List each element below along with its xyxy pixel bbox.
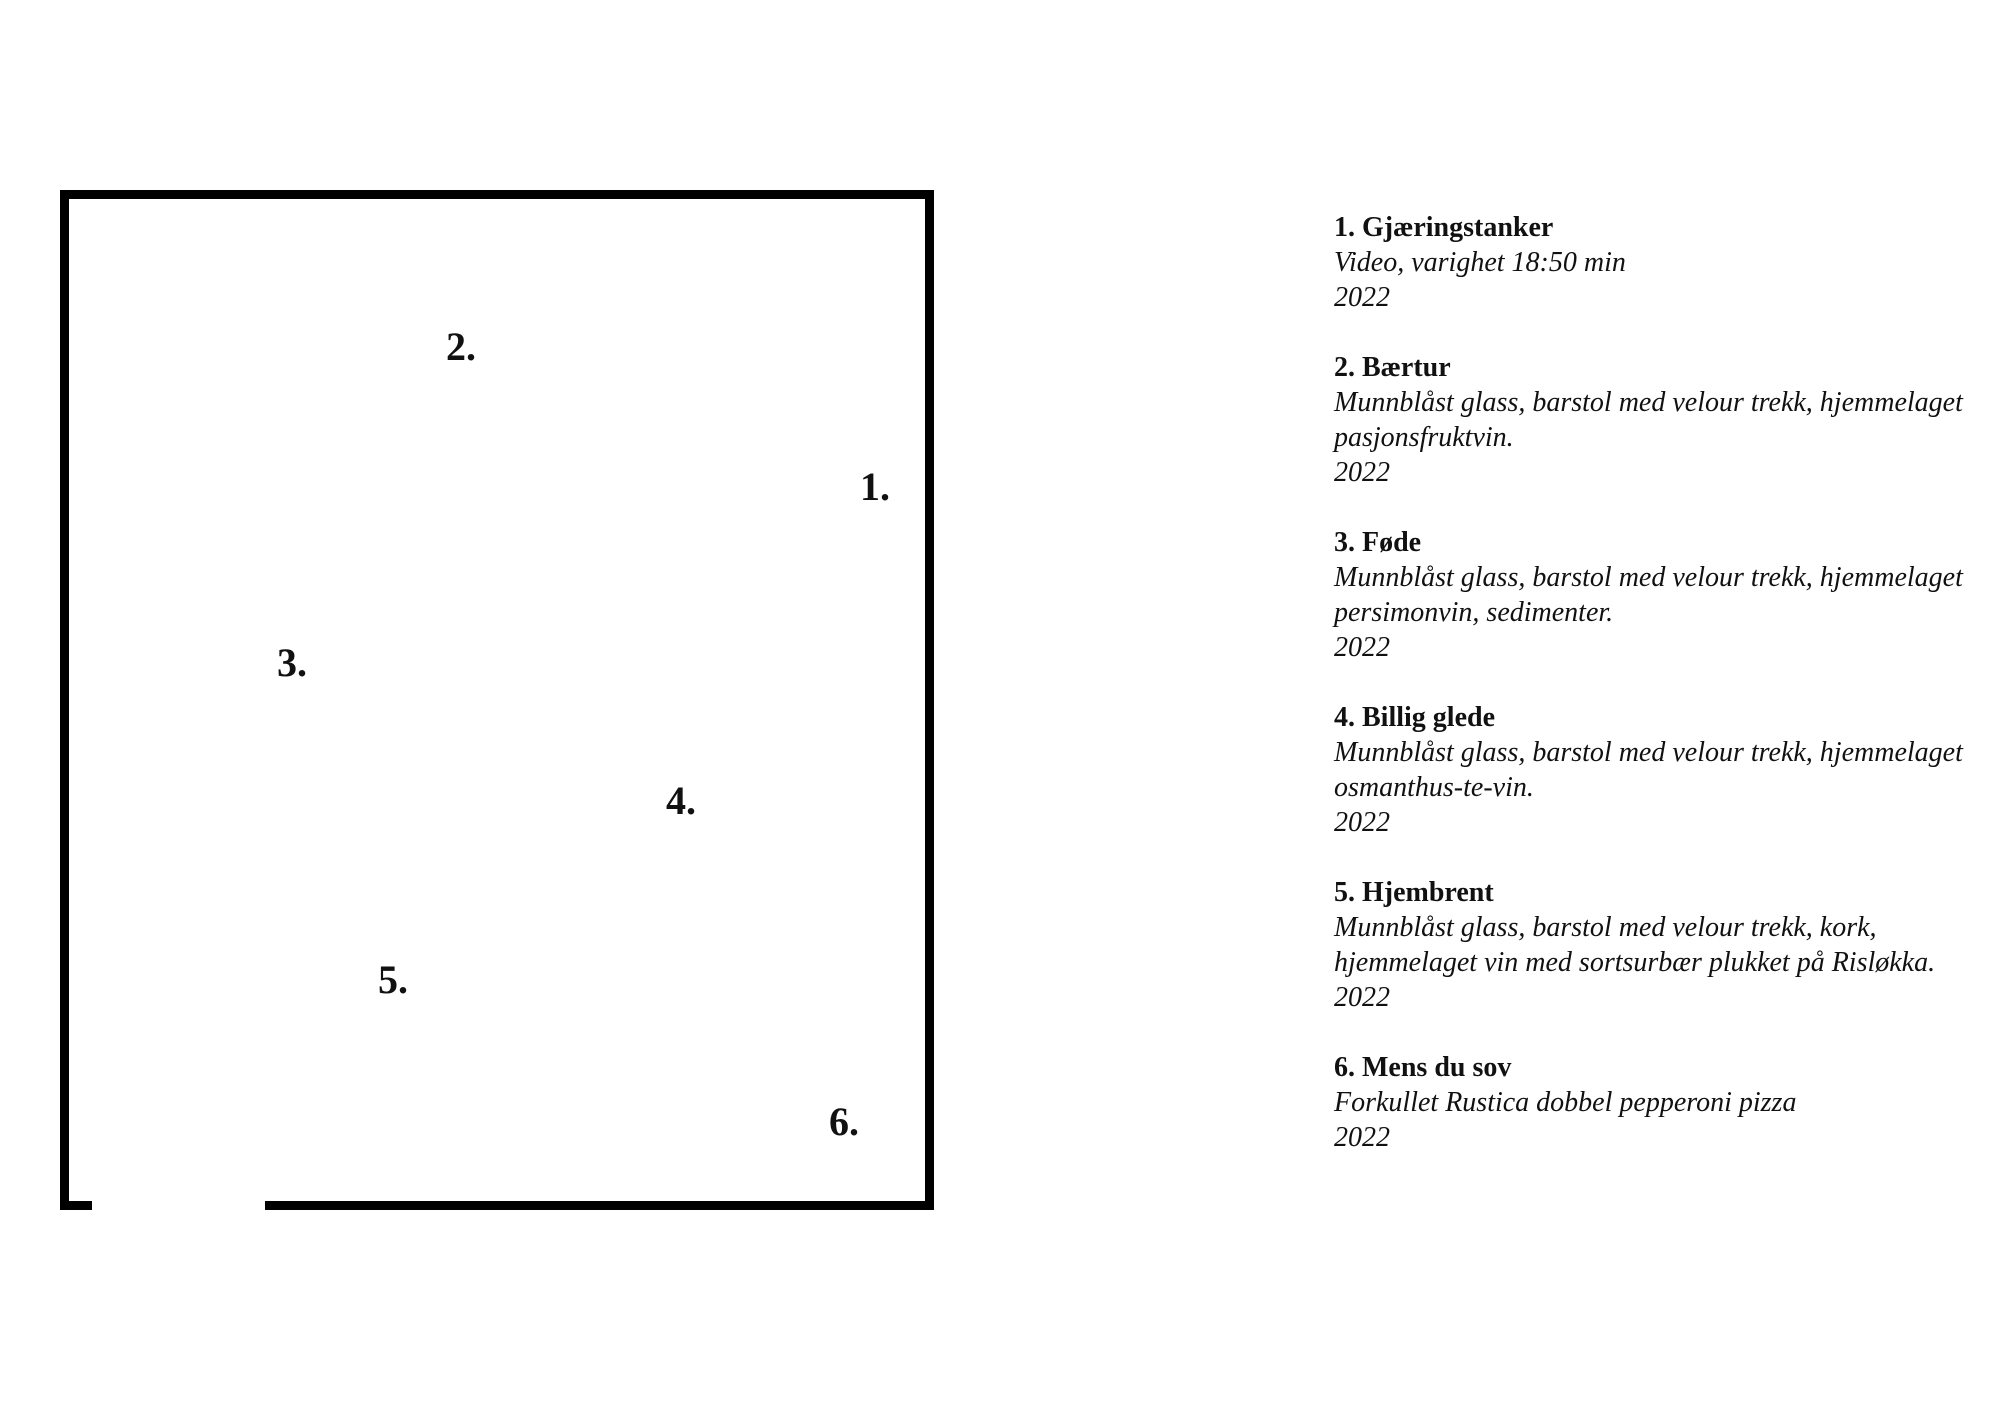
plan-marker-1: 1. bbox=[860, 464, 890, 509]
legend-entry-3 bbox=[1334, 525, 1974, 665]
entry-year: 2022 bbox=[1334, 632, 1390, 663]
entry-year: 2022 bbox=[1334, 982, 1390, 1013]
entry-description: Video, varighet 18:50 min bbox=[1334, 247, 1626, 278]
room-wall-left bbox=[60, 190, 69, 1210]
entry-description: Munnblåst glass, barstol med velour trekk, hjemmelaget persimonvin, sedimenter. bbox=[1334, 562, 1963, 628]
entry-title: 6. Mens du sov bbox=[1334, 1052, 1512, 1083]
entry-title: 5. Hjembrent bbox=[1334, 877, 1494, 908]
plan-marker-2: 2. bbox=[446, 324, 476, 369]
legend-entry-1 bbox=[1334, 210, 1974, 315]
entry-description: Munnblåst glass, barstol med velour trekk, kork, hjemmelaget vin med sortsurbær plukket på Risløkka. bbox=[1334, 912, 1936, 978]
room-wall-right bbox=[925, 190, 934, 1210]
entry-description: Munnblåst glass, barstol med velour trekk, hjemmelaget osmanthus-te-vin. bbox=[1334, 737, 1963, 803]
legend-entry-2 bbox=[1334, 350, 1974, 490]
room-wall-top bbox=[60, 190, 934, 199]
plan-marker-3: 3. bbox=[277, 640, 307, 685]
room-wall-bottom-right bbox=[265, 1201, 934, 1210]
plan-marker-4: 4. bbox=[666, 778, 696, 823]
entry-description: Forkullet Rustica dobbel pepperoni pizza bbox=[1334, 1087, 1797, 1118]
entry-year: 2022 bbox=[1334, 282, 1390, 313]
entry-title: 2. Bærtur bbox=[1334, 352, 1451, 383]
entry-title: 1. Gjæringstanker bbox=[1334, 212, 1554, 243]
room-wall-bottom-left bbox=[60, 1201, 92, 1210]
entry-year: 2022 bbox=[1334, 807, 1390, 838]
entry-description: Munnblåst glass, barstol med velour trekk, hjemmelaget pasjonsfruktvin. bbox=[1334, 387, 1963, 453]
legend-entry-4 bbox=[1334, 700, 1974, 840]
plan-marker-5: 5. bbox=[378, 957, 408, 1002]
entry-year: 2022 bbox=[1334, 1122, 1390, 1153]
legend-entry-6 bbox=[1334, 1050, 1974, 1155]
entry-year: 2022 bbox=[1334, 457, 1390, 488]
artwork-legend bbox=[1334, 210, 1974, 1190]
entry-title: 3. Føde bbox=[1334, 527, 1422, 558]
entry-title: 4. Billig glede bbox=[1334, 702, 1495, 733]
legend-entry-5 bbox=[1334, 875, 1974, 1015]
plan-marker-6: 6. bbox=[829, 1099, 859, 1144]
